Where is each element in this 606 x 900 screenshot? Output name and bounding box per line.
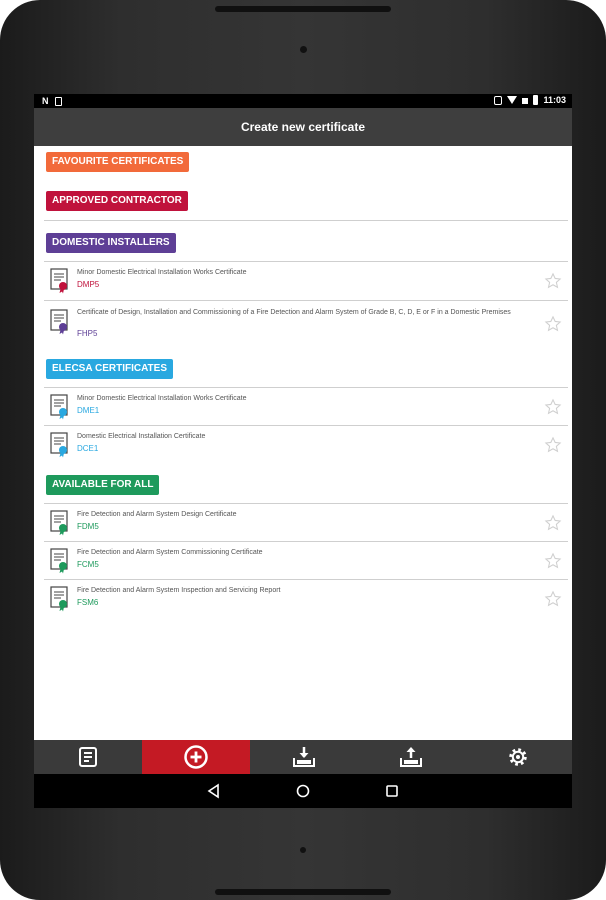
vibrate-icon [494,96,502,105]
device-bottom-edge [215,889,391,895]
add-circle-icon [183,744,209,770]
item-title: Fire Detection and Alarm System Design Certificate [77,511,237,518]
n-icon: N [42,96,49,106]
device-top-edge [215,6,391,12]
back-triangle-icon [206,783,222,799]
certificate-icon [50,510,70,536]
list-item-fdm5[interactable] [44,504,568,541]
favourite-star-icon[interactable] [544,436,562,454]
category-domestic-installers[interactable]: DOMESTIC INSTALLERS [46,233,176,253]
certificate-icon [50,394,70,420]
certificate-list[interactable] [34,146,572,740]
favourite-star-icon[interactable] [544,552,562,570]
nav-download-button[interactable] [250,740,357,774]
device-sensor [300,847,306,853]
favourite-star-icon[interactable] [544,590,562,608]
item-title: Minor Domestic Electrical Installation Works Certificate [77,395,247,402]
certificate-icon [50,586,70,612]
system-home-button[interactable] [283,774,323,808]
item-code: FCM5 [77,560,99,569]
item-code: DME1 [77,406,100,415]
item-title: Fire Detection and Alarm System Inspection and Servicing Report [77,587,281,594]
download-icon [291,745,317,769]
item-title: Fire Detection and Alarm System Commissioning Certificate [77,549,263,556]
status-bar [34,94,572,108]
certificate-icon [50,268,70,294]
lock-icon [522,98,528,104]
item-code: FSM6 [77,598,99,607]
item-code: DMP5 [77,280,100,289]
certificate-icon [50,432,70,458]
sd-card-icon [55,97,62,106]
system-back-button[interactable] [194,774,234,808]
nav-documents-button[interactable] [34,740,142,774]
list-item-dce1[interactable] [44,426,568,463]
nav-create-button[interactable] [142,740,250,774]
front-camera [300,46,307,53]
item-code: DCE1 [77,444,99,453]
battery-icon [533,95,538,105]
recents-square-icon [384,783,400,799]
document-list-icon [76,745,100,769]
item-code: FHP5 [77,329,98,338]
app-title-bar [34,108,572,146]
divider [44,220,568,221]
item-title: Certificate of Design, Installation and Commissioning of a Fire Detection and Alarm System of Grade B, C, D, E or F in a Domestic Premises [77,309,511,316]
status-time: 11:03 [543,95,566,105]
list-item-dme1[interactable] [44,388,568,425]
bottom-nav-bar [34,740,572,774]
category-available-for-all[interactable]: AVAILABLE FOR ALL [46,475,159,495]
list-item-fcm5[interactable] [44,542,568,579]
settings-gear-icon [506,745,530,769]
favourite-star-icon[interactable] [544,514,562,532]
favourite-star-icon[interactable] [544,398,562,416]
certificate-icon [50,548,70,574]
list-item-fsm6[interactable] [44,580,568,617]
item-code: FDM5 [77,522,99,531]
item-title: Minor Domestic Electrical Installation Works Certificate [77,269,247,276]
list-item-fhp5[interactable] [44,301,568,346]
category-favourite-certificates[interactable]: FAVOURITE CERTIFICATES [46,152,189,172]
list-item-dmp5[interactable] [44,262,568,300]
favourite-star-icon[interactable] [544,315,562,333]
screen [34,94,572,808]
favourite-star-icon[interactable] [544,272,562,290]
system-recents-button[interactable] [372,774,412,808]
home-circle-icon [295,783,311,799]
category-elecsa-certificates[interactable]: ELECSA CERTIFICATES [46,359,173,379]
wifi-icon [507,96,517,104]
category-approved-contractor[interactable]: APPROVED CONTRACTOR [46,191,188,211]
item-title: Domestic Electrical Installation Certificate [77,433,206,440]
upload-icon [398,745,424,769]
nav-settings-button[interactable] [464,740,572,774]
page-title: Create new certificate [240,120,366,134]
nav-upload-button[interactable] [357,740,464,774]
system-nav-bar [34,774,572,808]
certificate-icon [50,309,70,335]
